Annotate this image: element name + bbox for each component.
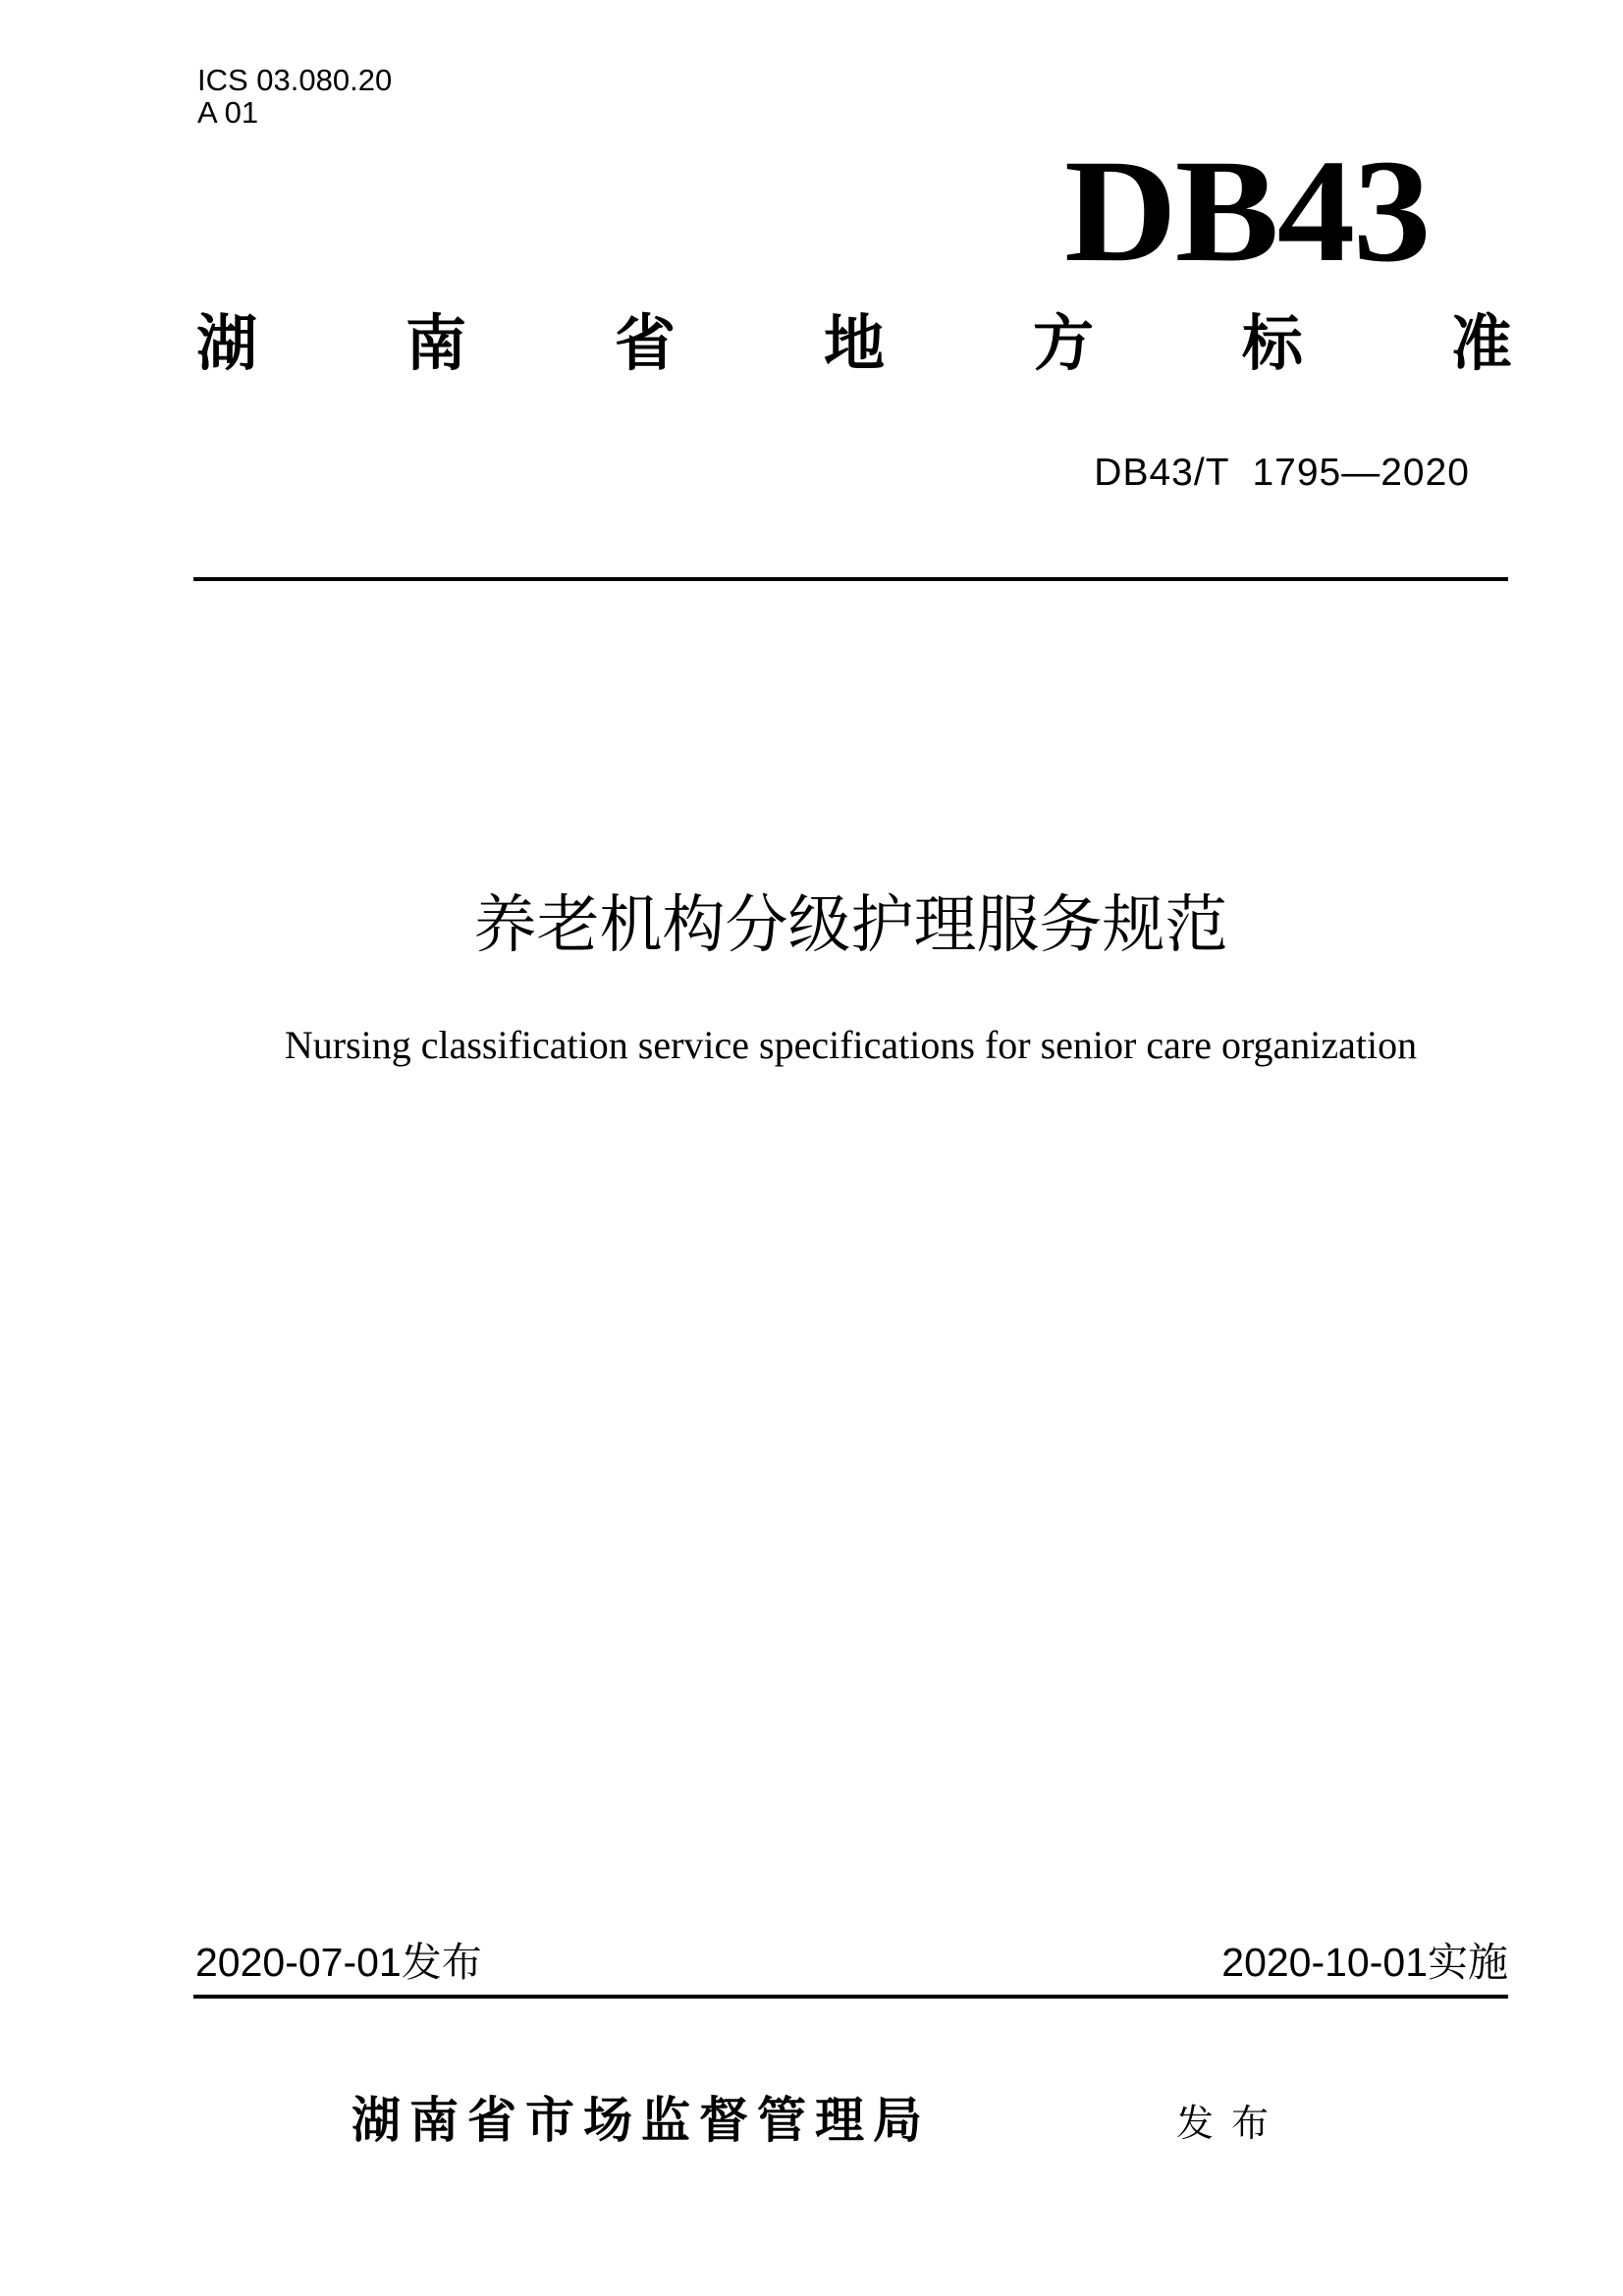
- implementation-date: 2020-10-01实施: [1221, 1940, 1508, 1985]
- standard-type-char: 准: [1450, 307, 1512, 379]
- publish-label: 发布: [1176, 2102, 1287, 2145]
- document-title-chinese: 养老机构分级护理服务规范: [473, 889, 1228, 962]
- standard-type-char: 南: [405, 307, 466, 379]
- publisher-name: 湖南省市场监督管理局: [352, 2092, 931, 2149]
- standard-type-char: 方: [1032, 307, 1094, 379]
- issue-date: 2020-07-01发布: [195, 1940, 482, 1985]
- document-title-english: Nursing classification service specifications for senior care organization: [284, 1023, 1418, 1067]
- standard-logo: DB43: [1064, 130, 1430, 293]
- standard-type-char: 标: [1241, 307, 1303, 379]
- standard-type-char: 省: [614, 307, 676, 379]
- standard-number: DB43/T 1795—2020: [1094, 452, 1470, 494]
- top-divider: [193, 577, 1508, 581]
- ccs-code: A 01: [197, 95, 259, 130]
- standard-type-char: 地: [823, 307, 885, 379]
- bottom-divider: [193, 1995, 1508, 1999]
- standard-type-heading: [196, 304, 1512, 383]
- ics-code: ICS 03.080.20: [197, 63, 393, 97]
- standard-type-char: 湖: [196, 307, 258, 379]
